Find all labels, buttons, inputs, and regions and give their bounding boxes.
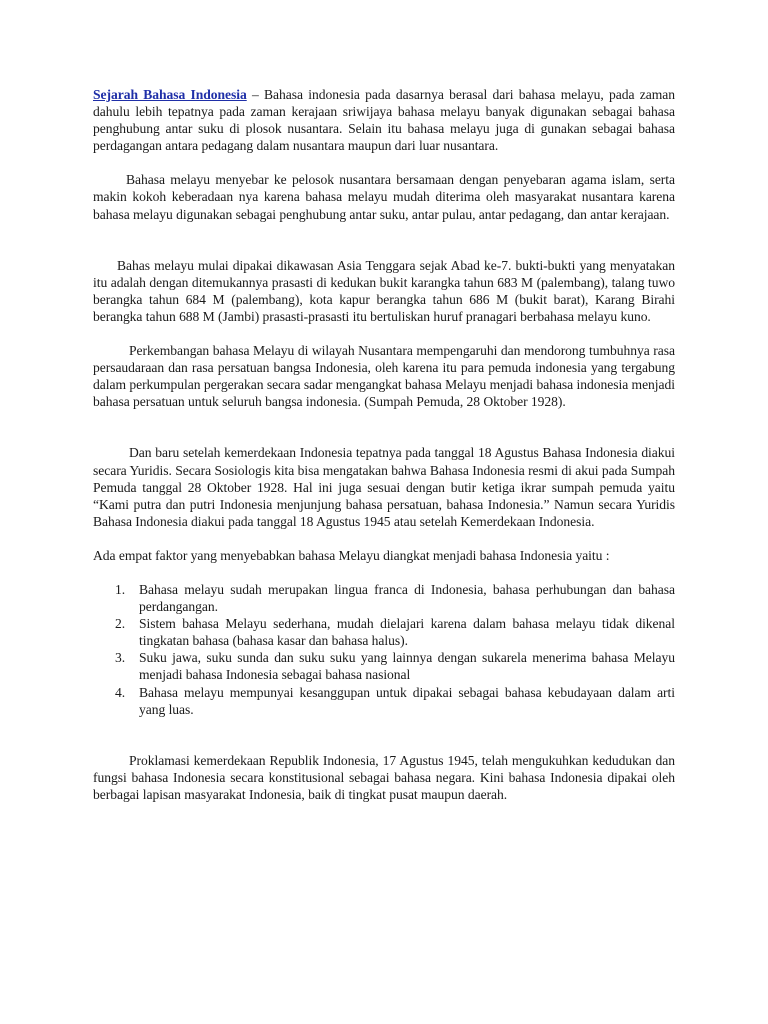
list-item-text: Sistem bahasa Melayu sederhana, mudah dielajari karena dalam bahasa melayu tidak dikenal tingkatan bahasa (bahasa kasar dan bahasa halus). [139,616,675,649]
spacer [93,154,675,171]
paragraph-proklamasi: Proklamasi kemerdekaan Republik Indonesia, 17 Agustus 1945, telah mengukuhkan kedudukan dan fungsi bahasa Indonesia secara konstitusional sebagai bahasa negara. Kini bahasa Indonesia dipakai oleh berbagai lapisan masyarakat Indonesia, baik di tingkat pusat maupun daerah. [93,752,675,802]
paragraph-penyebaran: Bahasa melayu menyebar ke pelosok nusantara bersamaan dengan penyebaran agama islam, serta makin kokoh keberadaan nya karena bahasa melayu mudah diterima oleh masyarakat nusantara karena bahasa melayu digunakan sebagai penghubung antar suku, antar pulau, antar pedagang, dan antar kerajaan. [93,172,675,222]
list-item-text: Suku jawa, suku sunda dan suku suku yang lainnya dengan sukarela menerima bahasa Melayu menjadi bahasa Indonesia sebagai bahasa nasional [139,650,675,683]
list-item-text: Bahasa melayu mempunyai kesanggupan untuk dipakai sebagai bahasa kebudayaan dalam arti yang luas. [139,684,675,717]
document-page [93,86,675,803]
list-item [93,581,675,615]
paragraph-perkembangan: Perkembangan bahasa Melayu di wilayah Nusantara mempengaruhi dan mendorong tumbuhnya rasa persaudaraan dan rasa persatuan bangsa Indonesia, oleh karena itu para pemuda indonesia yang tergabung dalam perkumpulan pergerakan secara sadar mengangkat bahasa Melayu menjadi bahasa indonesia menjadi bahasa persatuan untuk seluruh bangsa indonesia. (Sumpah Pemuda, 28 Oktober 1928). [93,343,675,410]
spacer [93,564,675,581]
paragraph-intro-text: – Bahasa indonesia pada dasarnya berasal dari bahasa melayu, pada zaman dahulu lebih tepatnya pada zaman kerajaan sriwijaya bahasa melayu banyak digunakan sebagai bahasa penghubung antar suku di plosok nusantara. Selain itu bahasa melayu juga di gunakan sebagai bahasa perdagangan antara pedagang dalam nusantara maupun dari luar nusantara. [93,87,675,154]
spacer [93,410,675,444]
factors-list [93,581,675,718]
title-link[interactable]: Sejarah Bahasa Indonesia [93,87,247,102]
spacer [93,718,675,752]
paragraph-abad-ke-7: Bahas melayu mulai dipakai dikawasan Asia Tenggara sejak Abad ke-7. bukti-bukti yang menyatakan itu adalah dengan ditemukannya prasasti di kedukan bukit karangka tahun 683 M (palembang), talang tuwo berangka tahun 684 M (palembang), kota kapur berangka tahun 686 M (bukit barat), Karang Birahi berangka tahun 688 M (Jambi) prasasti-prasasti itu bertuliskan huruf pranagari berbahasa melayu kuno. [93,257,675,324]
paragraph-kemerdekaan: Dan baru setelah kemerdekaan Indonesia tepatnya pada tanggal 18 Agustus Bahasa Indonesia diakui secara Yuridis. Secara Sosiologis kita bisa mengatakan bahwa Bahasa Indonesia resmi di akui pada Sumpah Pemuda tanggal 28 Oktober 1928. Hal ini juga sesuai dengan butir ketiga ikrar sumpah pemuda yaitu “Kami putra dan putri Indonesia menjunjung bahasa persatuan, bahasa Indonesia.” Namun secara Yuridis Bahasa Indonesia diakui pada tanggal 18 Agustus 1945 atau setelah Kemerdekaan Indonesia. [93,445,675,529]
spacer [93,223,675,257]
list-number: 1. [115,581,126,597]
list-item [93,615,675,649]
spacer [93,325,675,342]
list-item [93,649,675,683]
paragraph-empat-faktor: Ada empat faktor yang menyebabkan bahasa Melayu diangkat menjadi bahasa Indonesia yaitu : [93,547,610,563]
spacer [93,530,675,547]
list-item-text: Bahasa melayu sudah merupakan lingua franca di Indonesia, bahasa perhubungan dan bahasa perdangangan. [139,581,675,615]
list-number: 3. [115,650,126,666]
list-item [93,684,675,718]
list-number: 2. [115,616,126,632]
list-number: 4. [115,684,126,700]
paragraph-intro [93,86,675,154]
